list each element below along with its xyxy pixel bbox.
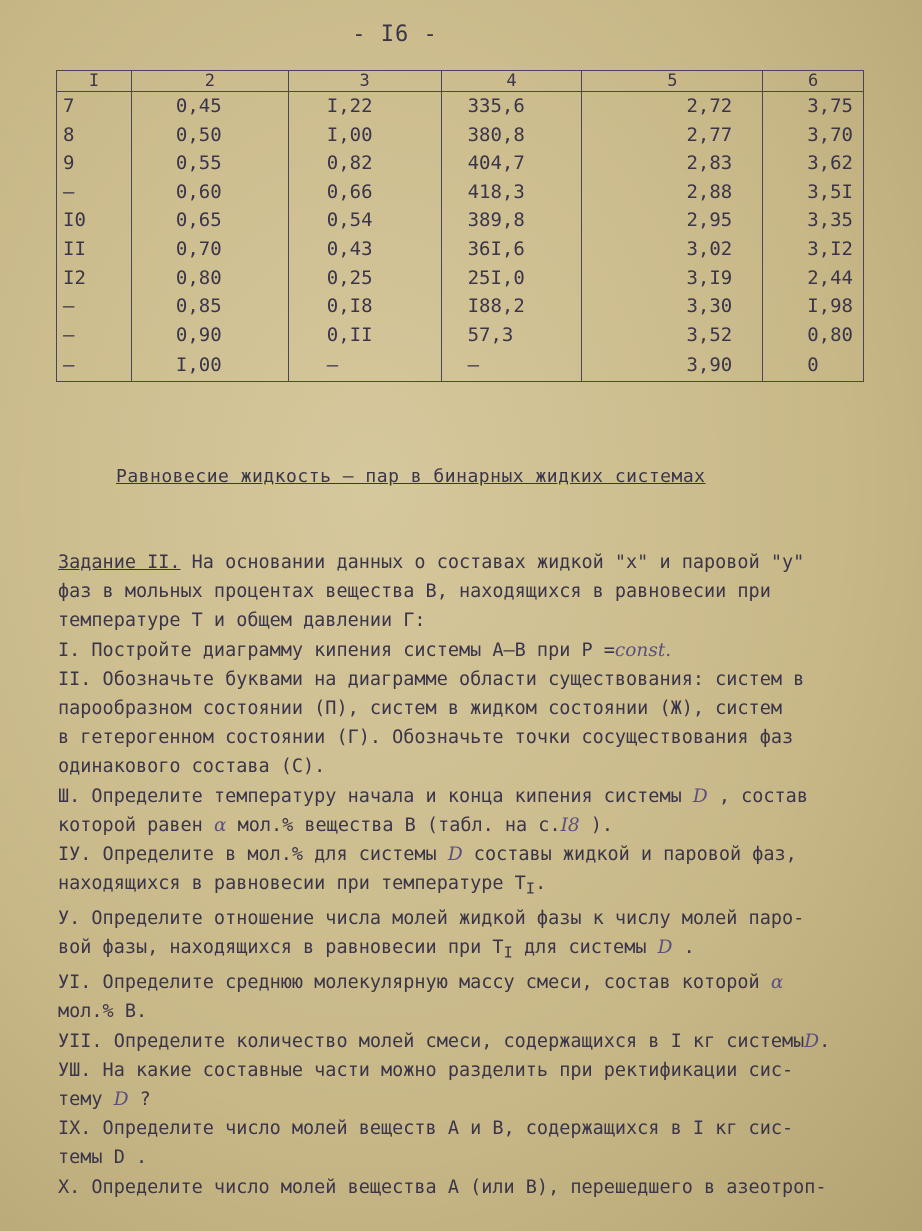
table-cell: 36I,6 [441,235,582,264]
task-item-4 [58,840,888,869]
handwritten-text: const. [614,639,672,661]
handwritten-text: D [657,937,673,959]
table-cell: I0 [57,206,132,235]
task-item-9: IX. Определите число молей веществ А и В, содержащихся в I кг сис- [58,1118,794,1140]
table-cell: 0,60 [131,178,288,207]
item-text: Ш. Определите температуру начала и конца кипения системы [58,785,693,807]
table-cell: 2,77 [582,121,763,150]
item-text: ? [128,1089,151,1111]
table-cell: – [57,321,132,350]
table-cell: 0,54 [288,206,441,235]
table-row [57,235,864,264]
handwritten-text: I8 [560,814,580,836]
task-item-5-line [58,933,888,968]
task-intro-line: температуре Т и общем давлении Г: [58,610,426,632]
column-header: 3 [288,71,441,92]
item-text: мол.% вещества В (табл. на с. [226,814,561,836]
table-row [57,321,864,350]
table-cell: 3,90 [582,349,763,382]
table-header-row [57,71,864,92]
table-row [57,149,864,178]
column-header: 6 [763,71,864,92]
task-label: Задание II. [58,552,181,573]
table-cell: 380,8 [441,121,582,150]
table-cell: 3,70 [763,121,864,150]
subscript: I [525,879,536,898]
table-cell: 3,02 [582,235,763,264]
task-item-8: УШ. На какие составные части можно разделить при ректификации сис- [58,1059,794,1081]
item-text: , состав [707,785,808,807]
table-cell: 3,35 [763,206,864,235]
handwritten-text: D [113,1089,129,1111]
table-cell: 3,75 [763,92,864,121]
item-text: составы жидкой и паровой фаз, [462,844,797,866]
table-cell: I,00 [131,349,288,382]
table-cell: 3,5I [763,178,864,207]
table-cell: 0,80 [763,321,864,350]
task-text [58,548,888,1202]
table-cell: 2,83 [582,149,763,178]
handwritten-text: α [213,814,227,836]
task-item-8-line [58,1085,888,1114]
table-row [57,92,864,121]
table-cell: 8 [57,121,132,150]
table-cell: 7 [57,92,132,121]
table-cell: I2 [57,264,132,293]
table-cell: 0,45 [131,92,288,121]
table-cell: 0,70 [131,235,288,264]
table-cell: 0 [763,349,864,382]
table-cell: – [57,292,132,321]
task-item-2: II. Обозначьте буквами на диаграмме области существования: систем в [58,668,805,690]
column-header: 2 [131,71,288,92]
table-body [57,92,864,382]
table-cell: 0,90 [131,321,288,350]
column-header: 4 [441,71,582,92]
table-cell: 418,3 [441,178,582,207]
column-header: 5 [582,71,763,92]
table-cell: 9 [57,149,132,178]
task-item-3-line [58,811,888,840]
table-cell: 0,50 [131,121,288,150]
table-cell: – [441,349,582,382]
table-cell: I88,2 [441,292,582,321]
task-item-10: X. Определите число молей вещества А (или В), перешедшего в азеотроп- [58,1176,827,1198]
table-cell: 0,25 [288,264,441,293]
item-text: ). [579,814,614,836]
task-item-3 [58,782,888,811]
table-cell: 3,I9 [582,264,763,293]
table-cell: 2,95 [582,206,763,235]
table-cell: 389,8 [441,206,582,235]
table-header [57,71,864,92]
item-text: . [535,873,547,895]
item-text: УII. Определите количество молей смеси, содержащихся в I кг системы [58,1030,805,1052]
subscript: I [503,944,513,963]
table-cell: 0,80 [131,264,288,293]
item-text: . [819,1030,831,1052]
task-item-1 [58,636,888,665]
data-table [56,70,864,382]
page-number: - I6 - [352,22,438,47]
table-cell: 2,72 [582,92,763,121]
table-cell: 3,62 [763,149,864,178]
table-cell: 335,6 [441,92,582,121]
item-text: для системы [512,937,658,959]
table-cell: 2,44 [763,264,864,293]
task-item-9-line: темы D . [58,1147,148,1169]
table-row [57,349,864,382]
item-text: находящихся в равновесии при температуре Т [58,873,526,895]
table-cell: 0,65 [131,206,288,235]
table-cell: 0,43 [288,235,441,264]
table-cell: 0,II [288,321,441,350]
item-text: которой равен [58,814,214,836]
table-row [57,121,864,150]
handwritten-text: D [692,785,708,807]
handwritten-text: D [447,844,463,866]
task-item-2-line: одинакового состава (С). [58,756,326,778]
table-cell: 404,7 [441,149,582,178]
table-cell: I,00 [288,121,441,150]
task-intro-line: фаз в мольных процентах вещества В, находящихся в равновесии при [58,581,771,603]
item-text: IУ. Определите в мол.% для системы [58,844,448,866]
task-item-2-line: парообразном состоянии (П), систем в жидком состоянии (Ж), систем [58,698,782,720]
handwritten-text: D [804,1030,820,1052]
table-cell: 2,88 [582,178,763,207]
table-cell: 0,85 [131,292,288,321]
table-cell: – [288,349,441,382]
section-title: Равновесие жидкость – пар в бинарных жидких системах [116,466,706,487]
table-cell: 3,52 [582,321,763,350]
table-row [57,264,864,293]
table-row [57,292,864,321]
task-item-6-line: мол.% В. [58,1001,148,1023]
table-cell: 3,I2 [763,235,864,264]
table-cell: 3,30 [582,292,763,321]
table-cell: I,22 [288,92,441,121]
table-row [57,178,864,207]
task-intro-text: На основании данных о составах жидкой "x" и паровой "y" [180,552,805,573]
task-item-6 [58,968,888,997]
table-cell: – [57,178,132,207]
table-row [57,206,864,235]
column-header: I [57,71,132,92]
table-cell: 25I,0 [441,264,582,293]
table-cell: 0,55 [131,149,288,178]
table-cell: – [57,349,132,382]
table-cell: 57,3 [441,321,582,350]
task-item-5: У. Определите отношение числа молей жидкой фазы к числу молей паро- [58,908,805,930]
task-item-7 [58,1027,888,1056]
table-cell: 0,66 [288,178,441,207]
task-item-4-line [58,869,888,904]
table-cell: 0,I8 [288,292,441,321]
table-cell: 0,82 [288,149,441,178]
item-text: . [672,937,695,959]
task-intro-line [58,548,888,577]
handwritten-text: α [770,972,784,994]
item-text: тему [58,1089,114,1111]
table-cell: II [57,235,132,264]
task-item-2-line: в гетерогенном состоянии (Г). Обозначьте точки сосуществования фаз [58,727,794,749]
item-text: I. Постройте диаграмму кипения системы А–В при Р = [58,639,615,661]
table-cell: I,98 [763,292,864,321]
item-text: УI. Определите среднюю молекулярную массу смеси, состав которой [58,972,771,994]
item-text: вой фазы, находящихся в равновесии при Т [58,937,504,959]
